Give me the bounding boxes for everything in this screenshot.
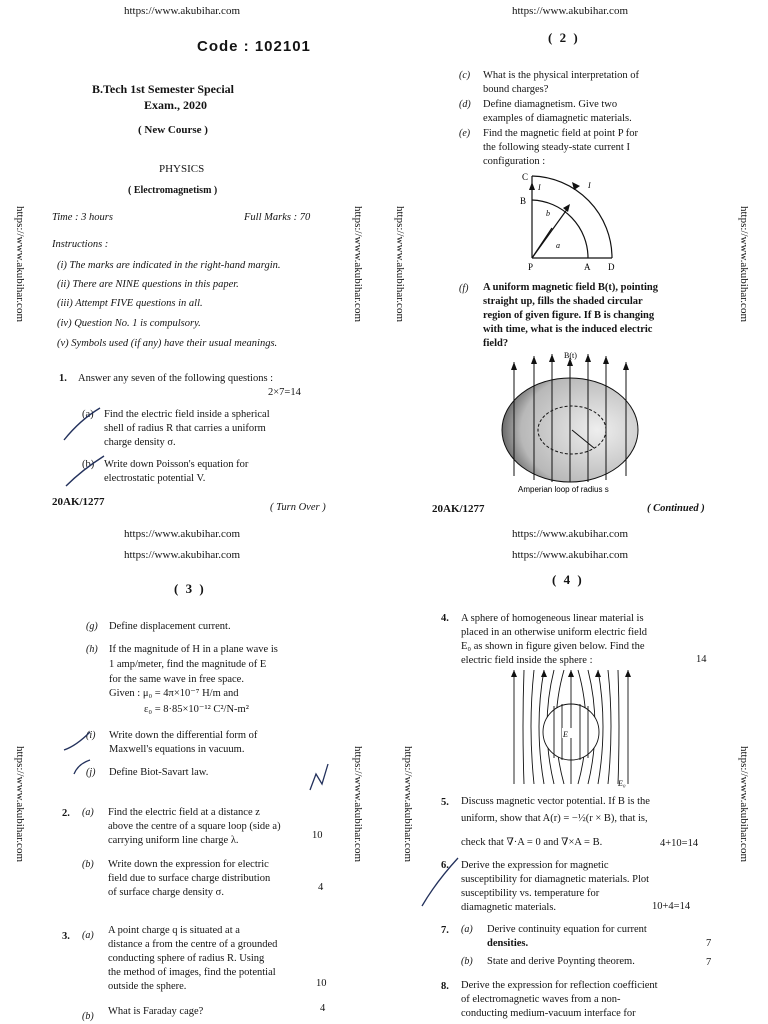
q-label: (a)	[461, 924, 473, 935]
q-line: Given : μ₀ = 4π×10⁻⁷ H/m and	[109, 688, 239, 699]
q-label: (c)	[459, 70, 471, 81]
full-marks: Full Marks : 70	[244, 212, 311, 223]
q-line: of surface charge density σ.	[108, 887, 224, 898]
q-line: susceptibility vs. temperature for	[461, 888, 600, 899]
q-label: (h)	[86, 644, 98, 655]
side-url: https://www.akubihar.com	[738, 206, 750, 322]
q-line: examples of diamagnetic materials.	[483, 113, 632, 124]
site-url: https://www.akubihar.com	[124, 5, 240, 17]
pen-mark-icon	[60, 726, 340, 796]
fig3-external-field: E₀	[618, 779, 626, 788]
side-url: https://www.akubihar.com	[352, 746, 364, 862]
q-line: above the centre of a square loop (side a)	[108, 821, 281, 832]
side-url: https://www.akubihar.com	[738, 746, 750, 862]
side-url: https://www.akubihar.com	[352, 206, 364, 322]
q-line: configuration :	[483, 156, 546, 167]
q-line: region of given figure. If B is changing	[483, 310, 655, 321]
site-url: https://www.akubihar.com	[512, 528, 628, 540]
fig-label-I: I	[588, 181, 591, 190]
q-marks: 7	[706, 957, 712, 968]
q-marks: 14	[696, 654, 707, 665]
q-line: conducting medium-vacuum interface for	[461, 1008, 636, 1019]
q-line: straight up, fills the shaded circular	[483, 296, 643, 307]
paper-title: ( Electromagnetism )	[128, 185, 218, 196]
q-number: 6.	[441, 860, 449, 871]
q1b-label: (b)	[82, 459, 95, 470]
q1a-line: shell of radius R that carries a uniform	[104, 423, 266, 434]
side-url: https://www.akubihar.com	[402, 746, 414, 862]
fig-label-A: A	[584, 262, 591, 272]
subject-title: PHYSICS	[159, 163, 205, 175]
q-label: (d)	[459, 99, 471, 110]
q-line: Derive the expression for reflection coefficient	[461, 980, 658, 991]
footer-turn-over: ( Turn Over )	[270, 502, 326, 513]
q-line: 1 amp/meter, find the magnitude of E	[109, 659, 267, 670]
q-line: Write down the expression for electric	[108, 859, 269, 870]
q-line: A uniform magnetic field B(t), pointing	[483, 282, 658, 293]
q-line: A point charge q is situated at a	[108, 925, 240, 936]
q-label: (b)	[461, 956, 473, 967]
q-line: the method of images, find the potential	[108, 967, 276, 978]
side-url: https://www.akubihar.com	[14, 206, 26, 322]
q-line: distance a from the centre of a grounded	[108, 939, 278, 950]
q-number: 2.	[62, 808, 70, 819]
q-line: conducting sphere of radius R. Using	[108, 953, 265, 964]
magnetic-field-figure	[490, 348, 650, 498]
q-marks: 10	[316, 978, 327, 989]
q-label: (b)	[82, 859, 94, 870]
q-line: ε₀ = 8·85×10⁻¹² C²/N-m²	[144, 704, 249, 715]
q-marks: 7	[706, 938, 712, 949]
fig2-caption: Amperian loop of radius s	[518, 485, 609, 494]
q-marks: 4	[320, 1003, 326, 1014]
fig-label-D: D	[608, 262, 615, 272]
instruction-item: (iii) Attempt FIVE questions in all.	[57, 298, 203, 309]
course-type: ( New Course )	[138, 124, 208, 136]
q-line: susceptibility for diamagnetic materials. Plot	[461, 874, 650, 885]
q-marks: 4+10=14	[660, 838, 699, 849]
q-number: 3.	[62, 931, 70, 942]
pen-mark-icon	[60, 400, 120, 490]
exam-line-1: B.Tech 1st Semester Special	[92, 82, 234, 96]
fig2-field-label: B(t)	[564, 351, 577, 360]
q-label: (a)	[82, 930, 94, 941]
q-line: the following steady-state current I	[483, 142, 630, 153]
time-allowed: Time : 3 hours	[52, 212, 113, 223]
q1-marks: 2×7=14	[268, 387, 301, 398]
exam-line-2: Exam., 2020	[144, 98, 207, 112]
q-line: Define Biot-Savart law.	[109, 767, 209, 778]
sphere-field-figure	[508, 666, 634, 790]
q1-text: Answer any seven of the following questions :	[78, 373, 274, 384]
q1b-line: electrostatic potential V.	[104, 473, 206, 484]
q-line: bound charges?	[483, 84, 549, 95]
q-line: Write down the differential form of	[109, 730, 258, 741]
instruction-item: (iv) Question No. 1 is compulsory.	[57, 318, 201, 329]
side-url: https://www.akubihar.com	[14, 746, 26, 862]
q-marks: 10	[312, 830, 323, 841]
q-line: outside the sphere.	[108, 981, 187, 992]
q-label: (a)	[82, 807, 94, 818]
paper-code: Code : 102101	[197, 38, 311, 55]
q-line: densities.	[487, 938, 529, 949]
site-url: https://www.akubihar.com	[512, 5, 628, 17]
q-line: If the magnitude of H in a plane wave is	[109, 644, 278, 655]
footer-code: 20AK/1277	[52, 496, 105, 508]
q-line: Derive continuity equation for current	[487, 924, 647, 935]
q-line: placed in an otherwise uniform electric field	[461, 627, 648, 638]
instruction-item: (i) The marks are indicated in the right-hand margin.	[57, 260, 281, 271]
q1a-line: charge density σ.	[104, 437, 176, 448]
q-marks: 10+4=14	[652, 901, 691, 912]
q-line: State and derive Poynting theorem.	[487, 956, 635, 967]
q-label: (f)	[459, 283, 469, 294]
fig-label-C: C	[522, 172, 529, 182]
q1a-label: (a)	[82, 409, 94, 420]
fig-label-I: I	[538, 183, 541, 192]
q-line: carrying uniform line charge λ.	[108, 835, 239, 846]
site-url: https://www.akubihar.com	[512, 549, 628, 561]
q-label: (b)	[82, 1011, 94, 1022]
fig-label-B: B	[520, 196, 527, 206]
q-line: Define diamagnetism. Give two	[483, 99, 618, 110]
side-url: https://www.akubihar.com	[394, 206, 406, 322]
instructions-title: Instructions :	[52, 239, 109, 250]
q-line: What is the physical interpretation of	[483, 70, 639, 81]
q-line: field due to surface charge distribution	[108, 873, 271, 884]
q-line: Discuss magnetic vector potential. If B is the	[461, 796, 650, 807]
q-label: (j)	[86, 767, 96, 778]
page-number: ( 4 )	[552, 572, 584, 587]
q-label: (i)	[86, 730, 96, 741]
q-number: 8.	[441, 981, 449, 992]
q-line: Maxwell's equations in vacuum.	[109, 744, 245, 755]
q-line: Find the magnetic field at point P for	[483, 128, 639, 139]
fig-label-P: P	[528, 262, 534, 272]
q1b-line: Write down Poisson's equation for	[104, 459, 249, 470]
fig-label-a: a	[556, 241, 560, 250]
q-line: with time, what is the induced electric	[483, 324, 653, 335]
q1-number: 1.	[59, 373, 67, 384]
q-label: (g)	[86, 621, 98, 632]
q-line: of electromagnetic waves from a non-	[461, 994, 621, 1005]
page-number: ( 3 )	[174, 581, 206, 596]
footer-code: 20AK/1277	[432, 503, 485, 515]
q-line: E₀ as shown in figure given below. Find the	[461, 641, 645, 652]
q-line: for the same wave in free space.	[109, 674, 244, 685]
q-line: Define displacement current.	[109, 621, 231, 632]
q-line: field?	[483, 338, 509, 349]
q-label: (e)	[459, 128, 471, 139]
site-url: https://www.akubihar.com	[124, 549, 240, 561]
q1a-line: Find the electric field inside a spherical	[104, 409, 270, 420]
q-number: 7.	[441, 925, 449, 936]
pen-mark-icon	[418, 852, 478, 912]
q-line: What is Faraday cage?	[108, 1006, 204, 1017]
current-loop-figure	[508, 168, 628, 276]
footer-continued: ( Continued )	[647, 503, 705, 514]
fig-label-b: b	[546, 209, 550, 218]
instruction-item: (ii) There are NINE questions in this paper.	[57, 279, 239, 290]
q-line: uniform, show that A(r) = −½(r × B), that is,	[461, 813, 648, 824]
q-line: electric field inside the sphere :	[461, 655, 593, 666]
q-number: 5.	[441, 797, 449, 808]
page-number: ( 2 )	[548, 30, 580, 45]
q-number: 4.	[441, 613, 449, 624]
q-line: check that ∇·A = 0 and ∇×A = B.	[461, 837, 603, 848]
q-line: diamagnetic materials.	[461, 902, 557, 913]
fig3-field-inside: E	[563, 730, 568, 739]
q-line: Derive the expression for magnetic	[461, 860, 609, 871]
q-marks: 4	[318, 882, 324, 893]
q-line: A sphere of homogeneous linear material is	[461, 613, 644, 624]
instruction-item: (v) Symbols used (if any) have their usual meanings.	[57, 338, 278, 349]
q-line: Find the electric field at a distance z	[108, 807, 260, 818]
site-url: https://www.akubihar.com	[124, 528, 240, 540]
